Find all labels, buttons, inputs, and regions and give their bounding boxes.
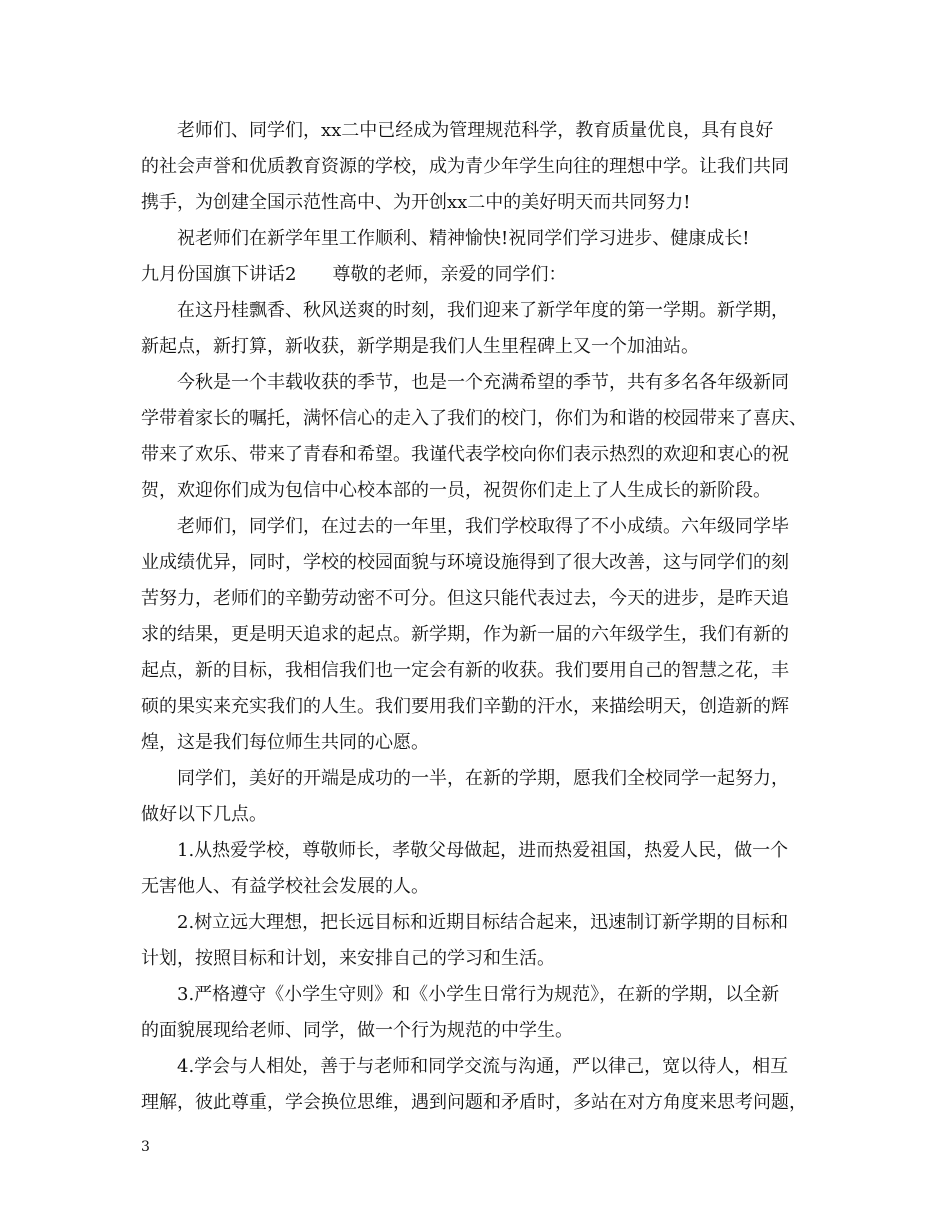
- text-line-1: 老师们、同学们，xx二中已经成为管理规范科学，教育质量优良，具有良好: [177, 120, 774, 141]
- text-line-13: 业成绩优异，同时，学校的校园面貌与环境设施得到了很大改善，这与同学们的刻: [141, 552, 789, 573]
- page-number: 3: [141, 1139, 150, 1155]
- text-line-14: 苦努力，老师们的辛勤劳动密不可分。但这只能代表过去，今天的进步，是昨天追: [141, 588, 789, 609]
- text-line-20: 做好以下几点。: [141, 804, 267, 825]
- text-line-16: 起点，新的目标，我相信我们也一定会有新的收获。我们要用自己的智慧之花，丰: [141, 660, 789, 681]
- text-line-6: 在这丹桂飘香、秋风送爽的时刻，我们迎来了新学年度的第一学期。新学期，: [177, 300, 789, 321]
- text-line-5: 九月份国旗下讲话2 尊敬的老师，亲爱的同学们：: [141, 264, 567, 285]
- text-line-25: 3.严格遵守《小学生守则》和《小学生日常行为规范》，在新的学期，以全新: [177, 984, 780, 1005]
- text-line-28: 理解，彼此尊重，学会换位思维，遇到问题和矛盾时，多站在对方角度来思考问题，: [141, 1092, 807, 1113]
- text-line-18: 煌，这是我们每位师生共同的心愿。: [141, 732, 429, 753]
- text-line-19: 同学们，美好的开端是成功的一半，在新的学期，愿我们全校同学一起努力，: [177, 768, 789, 789]
- text-line-15: 求的结果，更是明天追求的起点。新学期，作为新一届的六年级学生，我们有新的: [141, 624, 789, 645]
- text-line-4: 祝老师们在新学年里工作顺利、精神愉快!祝同学们学习进步、健康成长!: [177, 228, 750, 249]
- text-line-26: 的面貌展现给老师、同学，做一个行为规范的中学生。: [141, 1020, 573, 1041]
- text-line-7: 新起点，新打算，新收获，新学期是我们人生里程碑上又一个加油站。: [141, 336, 699, 357]
- text-line-9: 学带着家长的嘱托，满怀信心的走入了我们的校门，你们为和谐的校园带来了喜庆、: [141, 408, 807, 429]
- text-line-2: 的社会声誉和优质教育资源的学校，成为青少年学生向往的理想中学。让我们共同: [141, 156, 789, 177]
- text-line-23: 2.树立远大理想，把长远目标和近期目标结合起来，迅速制订新学期的目标和: [177, 912, 789, 933]
- text-line-8: 今秋是一个丰载收获的季节，也是一个充满希望的季节，共有多名各年级新同: [177, 372, 789, 393]
- text-line-11: 贺，欢迎你们成为包信中心校本部的一员，祝贺你们走上了人生成长的新阶段。: [141, 480, 771, 501]
- text-line-27: 4.学会与人相处，善于与老师和同学交流与沟通，严以律己，宽以待人，相互: [177, 1056, 789, 1077]
- text-line-22: 无害他人、有益学校社会发展的人。: [141, 876, 429, 897]
- text-line-12: 老师们，同学们，在过去的一年里，我们学校取得了不小成绩。六年级同学毕: [177, 516, 789, 537]
- text-line-17: 硕的果实来充实我们的人生。我们要用我们辛勤的汗水，来描绘明天，创造新的辉: [141, 696, 789, 717]
- text-line-10: 带来了欢乐、带来了青春和希望。我谨代表学校向你们表示热烈的欢迎和衷心的祝: [141, 444, 789, 465]
- text-line-3: 携手，为创建全国示范性高中、为开创xx二中的美好明天而共同努力!: [141, 192, 691, 213]
- text-line-21: 1.从热爱学校，尊敬师长，孝敬父母做起，进而热爱祖国，热爱人民，做一个: [177, 840, 789, 861]
- text-line-24: 计划，按照目标和计划，来安排自己的学习和生活。: [141, 948, 555, 969]
